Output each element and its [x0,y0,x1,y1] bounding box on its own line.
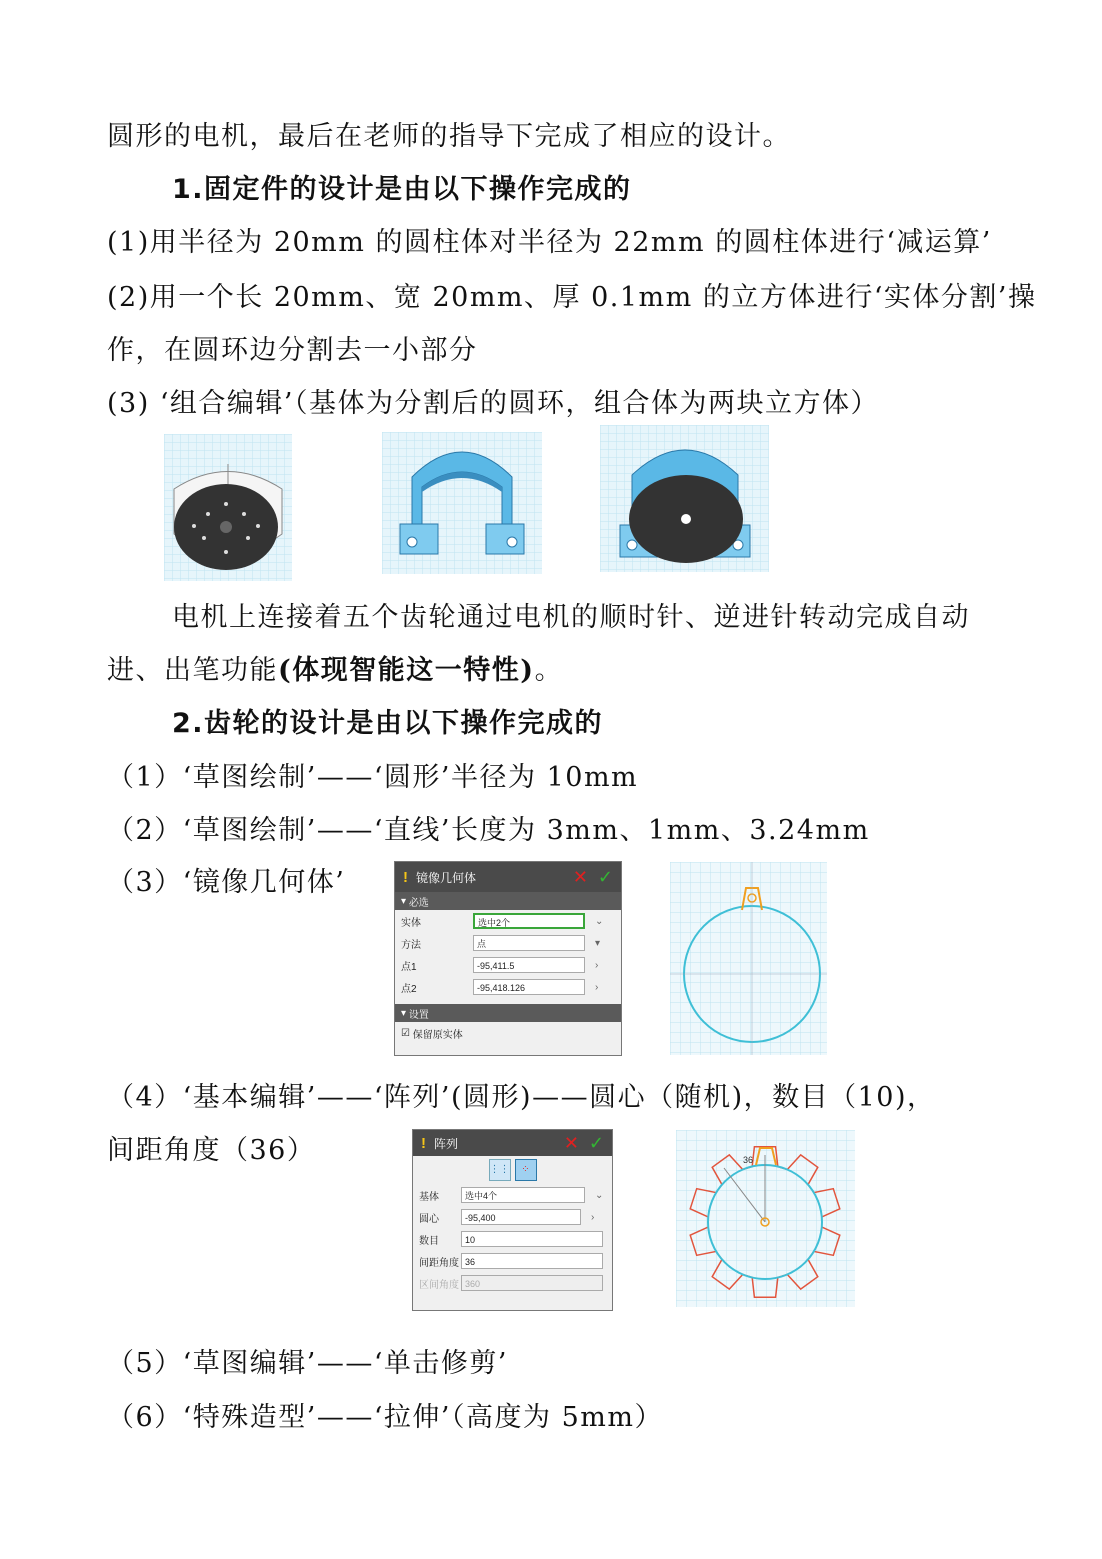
close-icon[interactable]: ✕ [572,866,588,887]
chevron-right-icon[interactable]: › [595,959,599,971]
gear-step-3: （3）‘镜像几何体’ [107,867,346,898]
warning-icon: ! [403,868,408,886]
para-2a: 电机上连接着五个齿轮通过电机的顺时针、逆进针转动完成自动 [172,602,970,633]
chevron-down-icon[interactable]: ⌄ [595,915,604,927]
count-label: 数目 [419,1235,439,1247]
center-label: 圆心 [419,1213,439,1225]
confirm-icon[interactable]: ✓ [588,1132,604,1153]
entity-row [395,910,621,932]
point2-label: 点2 [401,983,417,995]
section-settings[interactable]: ▾ 设置 [395,1004,621,1022]
array-type-toggle [413,1156,612,1184]
close-icon[interactable]: ✕ [563,1132,579,1153]
entity-label: 实体 [401,917,421,929]
dialog-title: 阵列 [434,1136,459,1151]
dialog-header [413,1130,612,1156]
entity-field[interactable]: 选中2个 [473,913,585,929]
base-label: 基体 [419,1191,439,1203]
gear-step-4a: （4）‘基本编辑’——‘阵列’(圆形)——圆心（随机)，数目（10)， [107,1082,936,1113]
chevron-down-icon[interactable]: ⌄ [595,1189,604,1201]
gear-step-5: （5）‘草图编辑’——‘单击修剪’ [107,1348,509,1379]
angle-label: 36 [743,1155,754,1165]
spacing-angle-label: 间距角度 [419,1257,459,1269]
count-row [413,1228,612,1250]
linear-array-icon[interactable]: ⋮⋮ [489,1159,511,1181]
gear-sketch-image [676,1130,855,1307]
confirm-icon[interactable]: ✓ [597,866,613,887]
spacing-angle-stepper[interactable]: 36 [461,1253,603,1269]
method-label: 方法 [401,939,421,951]
array-dialog [412,1129,613,1311]
dialog-header [395,862,621,892]
range-angle-field: 360 [461,1275,603,1291]
gear-step-2: （2）‘草图绘制’——‘直线’长度为 3mm、1mm、3.24mm [107,815,870,846]
para-2b [107,651,563,691]
step-2b: 作，在圆环边分割去一小部分 [107,335,478,366]
center-field[interactable]: -95,400 [461,1209,581,1225]
heading-2: 2.齿轮的设计是由以下操作完成的 [172,708,604,739]
keep-original-label: 保留原实体 [412,1029,463,1041]
spacing-angle-row [413,1250,612,1272]
heading-1: 1.固定件的设计是由以下操作完成的 [172,174,632,205]
para-2b-end: 。 [534,655,564,686]
dropdown-arrow-icon[interactable]: ▾ [595,937,601,949]
para-line-1: 圆形的电机，最后在老师的指导下完成了相应的设计。 [107,121,791,152]
method-select[interactable]: 点 [473,935,585,951]
base-row [413,1184,612,1206]
step-1: (1)用半径为 20mm 的圆柱体对半径为 22mm 的圆柱体进行‘减运算’ [107,227,992,258]
warning-icon: ! [421,1134,426,1152]
range-angle-label: 区间角度 [419,1279,459,1291]
gear-step-4b: 间距角度（36） [107,1135,316,1166]
section-required-label: 必选 [408,897,429,909]
point2-field[interactable]: -95,418.126 [473,979,585,995]
point2-row [395,976,621,998]
dialog-title: 镜像几何体 [416,870,477,885]
chevron-right-icon[interactable]: › [591,1211,595,1223]
point1-label: 点1 [401,961,417,973]
point1-row [395,954,621,976]
step-2a: (2)用一个长 20mm、宽 20mm、厚 0.1mm 的立方体进行‘实体分割’操 [107,282,1037,313]
motor-cylinder-image [164,434,292,581]
circular-array-icon[interactable]: ⁘ [515,1159,537,1181]
mirror-sketch-image [670,862,827,1055]
base-field[interactable]: 选中4个 [461,1187,585,1203]
keep-original-row [395,1022,621,1044]
range-angle-row [413,1272,612,1294]
gear-step-6: （6）‘特殊造型’——‘拉伸’（高度为 5mm） [107,1402,663,1433]
step-3: (3) ‘组合编辑’（基体为分割后的圆环，组合体为两块立方体） [107,388,879,419]
checkbox-icon[interactable]: ☑ [401,1027,410,1039]
section-settings-label: 设置 [408,1009,429,1021]
point1-field[interactable]: -95,411.5 [473,957,585,973]
gear-step-1: （1）‘草图绘制’——‘圆形’半径为 10mm [107,762,639,793]
assembled-motor-image [600,425,769,572]
mirror-geometry-dialog [394,861,622,1056]
para-2b-text: 进、出笔功能 [107,655,278,686]
para-2b-bold: (体现智能这一特性) [278,655,535,686]
section-required[interactable]: ▾ 必选 [395,892,621,910]
bracket-image [382,432,542,574]
chevron-right-icon[interactable]: › [595,981,599,993]
method-row [395,932,621,954]
center-row [413,1206,612,1228]
count-stepper[interactable]: 10 [461,1231,603,1247]
